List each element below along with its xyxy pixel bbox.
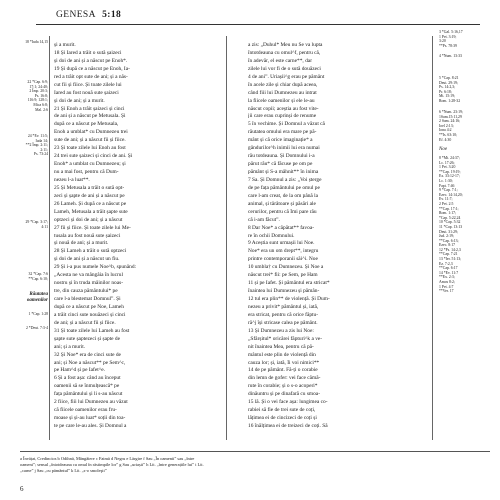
header-rule	[36, 24, 480, 25]
running-header-title	[56, 10, 121, 20]
text-line: 7 Sa. Și Domnul a zis: „Voi șterge	[248, 176, 322, 183]
text-line: a zis: „Duhul* Meu nu Se va lupta	[248, 42, 323, 48]
text-line: tusala au fost nouă sute șaizeci	[54, 232, 121, 239]
text-line: întotdeauna cu omul^f, pentru că,	[248, 49, 321, 56]
text-line: printre contemporanii săi^i. Noe	[248, 256, 318, 263]
text-line: 13 Și Dumnezeu a zis lui Noe:	[248, 327, 314, 334]
text-line: „Acesta ne va mângâia în lucrul	[54, 272, 123, 279]
text-line: animal, și târâtoare și păsări ale	[248, 200, 316, 207]
text-line: rabiei să fie de trei sute de coți,	[248, 407, 316, 414]
text-line: pe Ham^d și pe Iafet^e.	[54, 367, 106, 374]
text-line: 14 de pe pământ. Fă-ți o corabie	[248, 367, 318, 374]
text-line: era stricat, pentru că orice făptu-	[248, 311, 319, 318]
text-line: că fiicele oamenilor erau fru-	[54, 407, 117, 414]
cross-reference: 22 *Cap. 6:9; 17:1; 24:40; 2 Împ. 20:3; Ps. 16:8; 116:9; 128:1; Mica 6:8; Mal. 2:6	[27, 80, 48, 112]
text-line: și a murit.	[54, 42, 76, 48]
cross-reference: 2 *Deut. 7:3-4	[25, 326, 48, 330]
footnote-rule	[20, 451, 490, 452]
text-line: înaintea lui Dumnezeu și pămân-	[248, 288, 320, 295]
text-line: 24 trei sute șaizeci și cinci de ani. Și	[54, 153, 133, 160]
text-line: 6 Și a fost așa: când au început	[54, 375, 121, 382]
text-line: „Sfârșitul* oricărei făpturi^k a ve-	[248, 335, 323, 342]
text-line: la fiicele oamenilor și ele le-au	[248, 97, 315, 104]
text-line: 31 Și toate zilele lui Lameh au fost	[54, 327, 130, 334]
text-line: Lameh, Metusala a trăit șapte sute	[54, 208, 128, 215]
text-line: tre, din cauza pământului* pe	[54, 288, 118, 295]
text-line: după ce a născut pe Noe, Lameh	[54, 303, 124, 310]
text-line: re în ochii Domnului.	[248, 232, 295, 239]
text-line: red a trăit opt sute de ani; și a năs-	[54, 73, 128, 80]
text-line: 5 în vechime. Și Domnul a văzut că	[248, 121, 325, 128]
text-line: și doi de ani și a născut un fiu.	[54, 256, 120, 263]
text-column-left	[54, 42, 222, 440]
text-line: de ani și a născut pe Metusala. Și	[54, 113, 126, 120]
text-line: nostru și în truda mâinilor noas-	[54, 280, 124, 287]
text-line: 2 fiice, fiii lui Dumnezeu au văzut	[54, 399, 128, 406]
text-line: mânt și că orice imaginație* a	[248, 137, 313, 144]
text-line: 9 Aceștia sunt urmașii lui Noe.	[248, 240, 315, 247]
text-line: 25 Și Metusala a trăit o sută opt-	[54, 184, 125, 191]
text-line: 23 Și toate zilele lui Enoh au fost	[54, 145, 126, 152]
text-line: Iared au fost nouă sute șaizeci	[54, 89, 119, 96]
text-line: gândurilor^h inimii lui era numai	[248, 145, 320, 152]
text-column-right	[248, 42, 416, 440]
text-line: a trăit cinci sute nouăzeci și cinci	[54, 311, 126, 318]
text-line: și nouă de ani; și a murit.	[54, 240, 109, 247]
center-column-rule	[226, 36, 227, 440]
text-line: 32 Și Noe* era de cinci sute de	[54, 351, 121, 358]
text-line: mântul este plin de violență din	[248, 351, 316, 358]
cross-reference: 32 *Cap. 7:6 **Cap. 6:10;	[28, 272, 48, 281]
text-line: cut fii și fiice. Și toate zilele lui	[54, 81, 122, 88]
text-line: și doi de ani; și a murit.	[54, 97, 105, 104]
text-line: răutatea omului era mare pe pă-	[248, 129, 317, 136]
footnote-line: „carne” j Sau „cu pământul” k Lit. „s-o smoleşti”	[20, 468, 107, 473]
text-line: lățimea ei de cincizeci de coți și	[248, 415, 317, 422]
text-line: sute de ani; și a născut fii și fiice.	[54, 137, 126, 144]
text-line: că i-am făcut”.	[248, 216, 280, 223]
text-line: moase și și-au luat* soții din toa-	[54, 415, 126, 422]
text-line: de pe fața pământului pe omul pe	[248, 184, 320, 191]
text-line: 15 lă. Și o vei face așa: lungimea co-	[248, 399, 328, 406]
right-cross-references	[437, 30, 495, 440]
text-line: cauza lor; și, iată, Îi voi nimici**	[248, 359, 320, 366]
text-line: Enoh a umblat* cu Dumnezeu trei	[54, 129, 128, 136]
text-line: nu a mai fost, pentru că Dum-	[54, 169, 119, 175]
text-line: 11 și pe Iafet. Și pământul era stricat*	[248, 280, 330, 287]
cross-reference: 29 *Cap. 3:17; 4:11	[25, 220, 48, 229]
text-line: de ani; și a născut fii și fiice.	[54, 319, 116, 326]
text-line: fața pământului și li s-au născut	[54, 391, 123, 398]
text-line: 27 fii și fiice. Și toate zilele lui Me-	[54, 224, 131, 231]
text-line: optzeci și doi de ani; și a născut	[54, 216, 123, 223]
chapter-verse: 5:18	[102, 10, 122, 20]
text-line: în adevăr, el este carne**, dar	[248, 57, 312, 64]
text-line: 21 Și Enoh a trăit șaizeci și cinci	[54, 105, 125, 112]
left-cross-references	[0, 30, 50, 440]
text-line: născut copii; aceștia au fost vite-	[248, 105, 319, 112]
text-line: din lemn de gofer: vei face cămă-	[248, 375, 321, 382]
cross-reference: 24 *Ev. 11:5; Iuda 14; **2 Împ. 2:11; 2:11; Ps. 73:24	[25, 134, 48, 157]
cross-reference: 1 *Cap. 1:28	[28, 312, 48, 316]
footnote-line: oameni”; sensul „întotdeauna cu omul în răstimpile lor” g Sau „uriașii” h Lit. „între generațiile lui” i Lit.	[20, 462, 204, 467]
text-line: 19 Și după ce a născut pe Enoh, Ia-	[54, 65, 130, 72]
cross-reference: 4 *Num. 13:33	[439, 54, 462, 58]
text-line: rău totdeauna. Și Domnului i-a	[248, 153, 315, 160]
text-line: în acele zile și chiar după aceea,	[248, 81, 318, 88]
footnotes	[20, 456, 490, 474]
right-margin-rule	[432, 36, 433, 440]
section-heading: Noe	[439, 147, 448, 152]
text-line: nit înaintea Mea, pentru că pă-	[248, 343, 314, 350]
text-line: când fiii lui Dumnezeu au intrat	[248, 89, 317, 96]
text-line: 28 Și Lameh a trăit o sută optzeci	[54, 248, 127, 255]
footnote-line: a Învățat, Credincios b Odihnă, Mângâiere c Faimă d Negru e Lărgire f Sau „În oamenii” sau „între	[20, 456, 195, 461]
text-line: nezeu a privit* pământul și, iată,	[248, 303, 319, 310]
book-name: GENESA	[56, 10, 96, 20]
text-line: 12 tul era plin** de violență. Și Dum-	[248, 296, 330, 302]
text-line: oamenii să se înmulțească* pe	[54, 383, 120, 390]
text-line: ani; și Noe a născut** pe Sem^c,	[54, 359, 126, 366]
cross-reference: 6 *Num. 23:19; 1Sam.15:11,29 2 Sam. 24:16; Ioel 2:13; Iona 4:2 **Is. 63:10; Ef. 4:30	[439, 110, 463, 142]
text-line: ră^j își stricase calea pe pământ.	[248, 319, 318, 326]
cross-reference: 8 *Mt. 24:37; Lc. 17:26; 1 Pet. 3:20 **Cap. 19:19; Ex. 33:12-17; Lc. 1:30; Fapt. 7:46 9 *Cap. 7:1; Ezec. 14:14,20; Ev. 11:7; 2 Pet. 2:5 **Cap. 17:1; Rom. 1:17; *Cap. 5:22,24 10 *Cap. 5:32 11 *Cap. 13:13 Deut. 31:29; Jud. 2:19; **Cap. 6:13; Ezec. 8:17 12 *Ps. 14:2,3 **Cap. 7:21 13 *Ier. 51:13; Ez. 7:2,3 **Cap. 6:17 14 *Ev. 11:7 **Ex. 2:3; Amos 8:2; 1 Pet. 4:7 **Ver. 17	[439, 156, 463, 294]
running-header	[0, 6, 500, 28]
text-line: jii care erau cuprinși de renume	[248, 113, 317, 120]
text-line: Enoh* a umblat cu Dumnezeu; și	[54, 161, 126, 168]
text-line: 10 umbla† cu Dumnezeu. Și Noe a	[248, 264, 324, 271]
text-line: rute în corabie; și o s-o acoperi*	[248, 383, 318, 390]
text-line: Noe* era un om drept**, integru	[248, 248, 319, 255]
text-line: ani; și a murit.	[54, 343, 86, 350]
cross-reference: 3 *Gal. 5:16,17 1 Pet. 3:19; 3:20 **Ps. 78:39	[439, 30, 463, 48]
cross-reference: 5 *Cap. 8:21 Deut. 29:19; Ps. 14:2,3; Pr. 6:18; Mt. 15:19; Rom. 1:28-32	[439, 76, 461, 103]
text-line: dinăuntru și pe dinafară cu smoa-	[248, 391, 320, 398]
text-line: pământ și S-a mâhnit** în inima	[248, 169, 319, 175]
text-line: 16 înălțimea ei de treizeci de coți. Să	[248, 423, 328, 429]
text-line: care l-a blestemat Domnul”. Și	[54, 296, 121, 302]
text-line: te pe care le-au ales. Și Domnul a	[54, 423, 127, 429]
text-line: 8 Dar Noe* a căpătat** favoa-	[248, 224, 315, 231]
text-line: zeci și șapte de ani și a născut pe	[54, 192, 125, 199]
text-line: 4 de ani”. Uriașii^g erau pe pământ	[248, 73, 325, 80]
text-line: părut rău* că făcuse pe om pe	[248, 161, 313, 168]
cross-reference: 18 *Iuda 14,15	[25, 40, 48, 44]
text-line: născut trei* fii: pe Sem, pe Ham	[248, 272, 318, 279]
text-line: șapte sute șaptezeci și șapte de	[54, 335, 121, 342]
text-line: care l-am creat, de la om până la	[248, 192, 319, 199]
text-line: 29 Și i-a pus numele Noe^b, spunând:	[54, 264, 137, 271]
page-number: 6	[20, 485, 24, 493]
text-line: și doi de ani și a născut pe Enoh*.	[54, 57, 128, 64]
text-line: 26 Lameh. Și după ce a născut pe	[54, 200, 127, 207]
text-line: cerurilor, pentru că Îmi pare rău	[248, 208, 317, 215]
text-line: 18 Și Iared a trăit o sută șaizeci	[54, 49, 122, 56]
text-line: după ce a născut pe Metusala,	[54, 121, 119, 128]
section-heading: Răutatea oamenilor	[26, 292, 48, 303]
text-line: nezeu l-a luat**.	[54, 176, 90, 183]
text-line: zilele lui vor fi de o sută douăzeci	[248, 65, 321, 72]
